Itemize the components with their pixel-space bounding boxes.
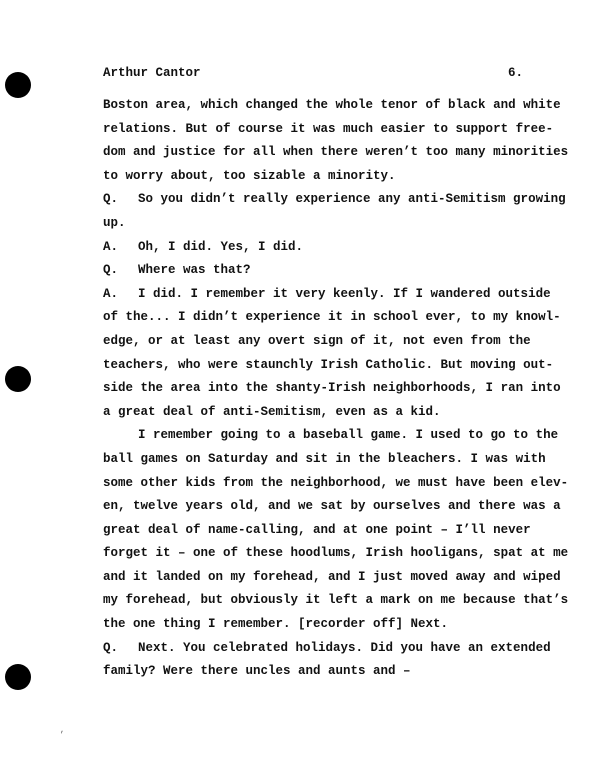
transcript-line — [103, 448, 546, 472]
transcript-line — [103, 637, 551, 661]
transcript-line — [103, 141, 569, 165]
transcript-line — [103, 188, 566, 212]
line-text: family? Were there uncles and aunts and – — [103, 664, 411, 679]
transcript-line — [103, 401, 523, 425]
line-text: and it landed on my forehead, and I just moved away and wiped — [103, 569, 561, 584]
speaker-marker: A. — [103, 286, 119, 301]
interviewee-name: Arthur Cantor — [103, 66, 201, 80]
transcript-line — [103, 306, 561, 330]
line-text: edge, or at least any overt sign of it, not even from the — [103, 333, 531, 348]
transcript-line — [103, 519, 531, 543]
speaker-marker: Q. — [103, 192, 119, 207]
line-text: up. — [103, 215, 126, 230]
transcript-line — [103, 424, 559, 448]
transcript-line — [103, 495, 561, 519]
transcript-line — [103, 354, 554, 378]
punch-hole — [5, 664, 31, 690]
speaker-marker: Q. — [103, 640, 119, 655]
line-text: forget it – one of these hoodlums, Irish hooligans, spat at me — [103, 546, 569, 561]
transcript-line — [103, 118, 554, 142]
transcript-line — [103, 589, 569, 613]
line-text: of the... I didn’t experience it in school ever, to my knowl- — [103, 310, 561, 325]
punch-hole — [5, 72, 31, 98]
speaker-marker: Q. — [103, 263, 119, 278]
transcript-line — [103, 283, 551, 307]
line-text: Oh, I did. Yes, I did. — [138, 239, 304, 254]
line-text: great deal of name-calling, and at one point – I’ll never — [103, 522, 531, 537]
scan-speck: , — [60, 726, 65, 735]
transcript-body — [103, 94, 569, 684]
line-text: Boston area, which changed the whole tenor of black and white — [103, 98, 561, 112]
line-text: I did. I remember it very keenly. If I wandered outside — [138, 286, 551, 301]
transcript-line — [103, 613, 523, 637]
transcript-line — [103, 377, 561, 401]
line-text: So you didn’t really experience any anti-Semitism growing — [138, 192, 566, 207]
transcript-line — [103, 330, 531, 354]
line-text: en, twelve years old, and we sat by ourselves and there was a — [103, 499, 561, 514]
transcript-line — [103, 259, 523, 283]
line-text: relations. But of course it was much easier to support free- — [103, 121, 554, 136]
line-text: a great deal of anti-Semitism, even as a kid. — [103, 404, 441, 419]
transcript-line — [103, 660, 523, 684]
line-text: Where was that? — [138, 263, 251, 278]
line-text: ball games on Saturday and sit in the bleachers. I was with — [103, 451, 546, 466]
line-text: the one thing I remember. [recorder off] Next. — [103, 617, 449, 632]
transcript-line — [103, 212, 523, 236]
transcript-line — [103, 542, 569, 566]
line-text: side the area into the shanty-Irish neighborhoods, I ran into — [103, 381, 561, 396]
line-text: my forehead, but obviously it left a mark on me because that’s — [103, 593, 569, 608]
speaker-marker: A. — [103, 239, 119, 254]
transcript-line — [103, 472, 569, 496]
line-text: teachers, who were staunchly Irish Catholic. But moving out- — [103, 357, 554, 372]
line-text: to worry about, too sizable a minority. — [103, 168, 396, 183]
line-text: some other kids from the neighborhood, we must have been elev- — [103, 475, 569, 490]
page-number: 6. — [507, 66, 523, 80]
transcript-line — [103, 165, 523, 189]
line-text: dom and justice for all when there weren’t too many minorities — [103, 145, 569, 160]
transcript-line — [103, 236, 523, 260]
line-text: I remember going to a baseball game. I used to go to the — [138, 428, 559, 443]
line-text: Next. You celebrated holidays. Did you have an extended — [138, 640, 551, 655]
punch-hole — [5, 366, 31, 392]
transcript-line — [103, 566, 561, 590]
transcript-line — [103, 94, 561, 118]
